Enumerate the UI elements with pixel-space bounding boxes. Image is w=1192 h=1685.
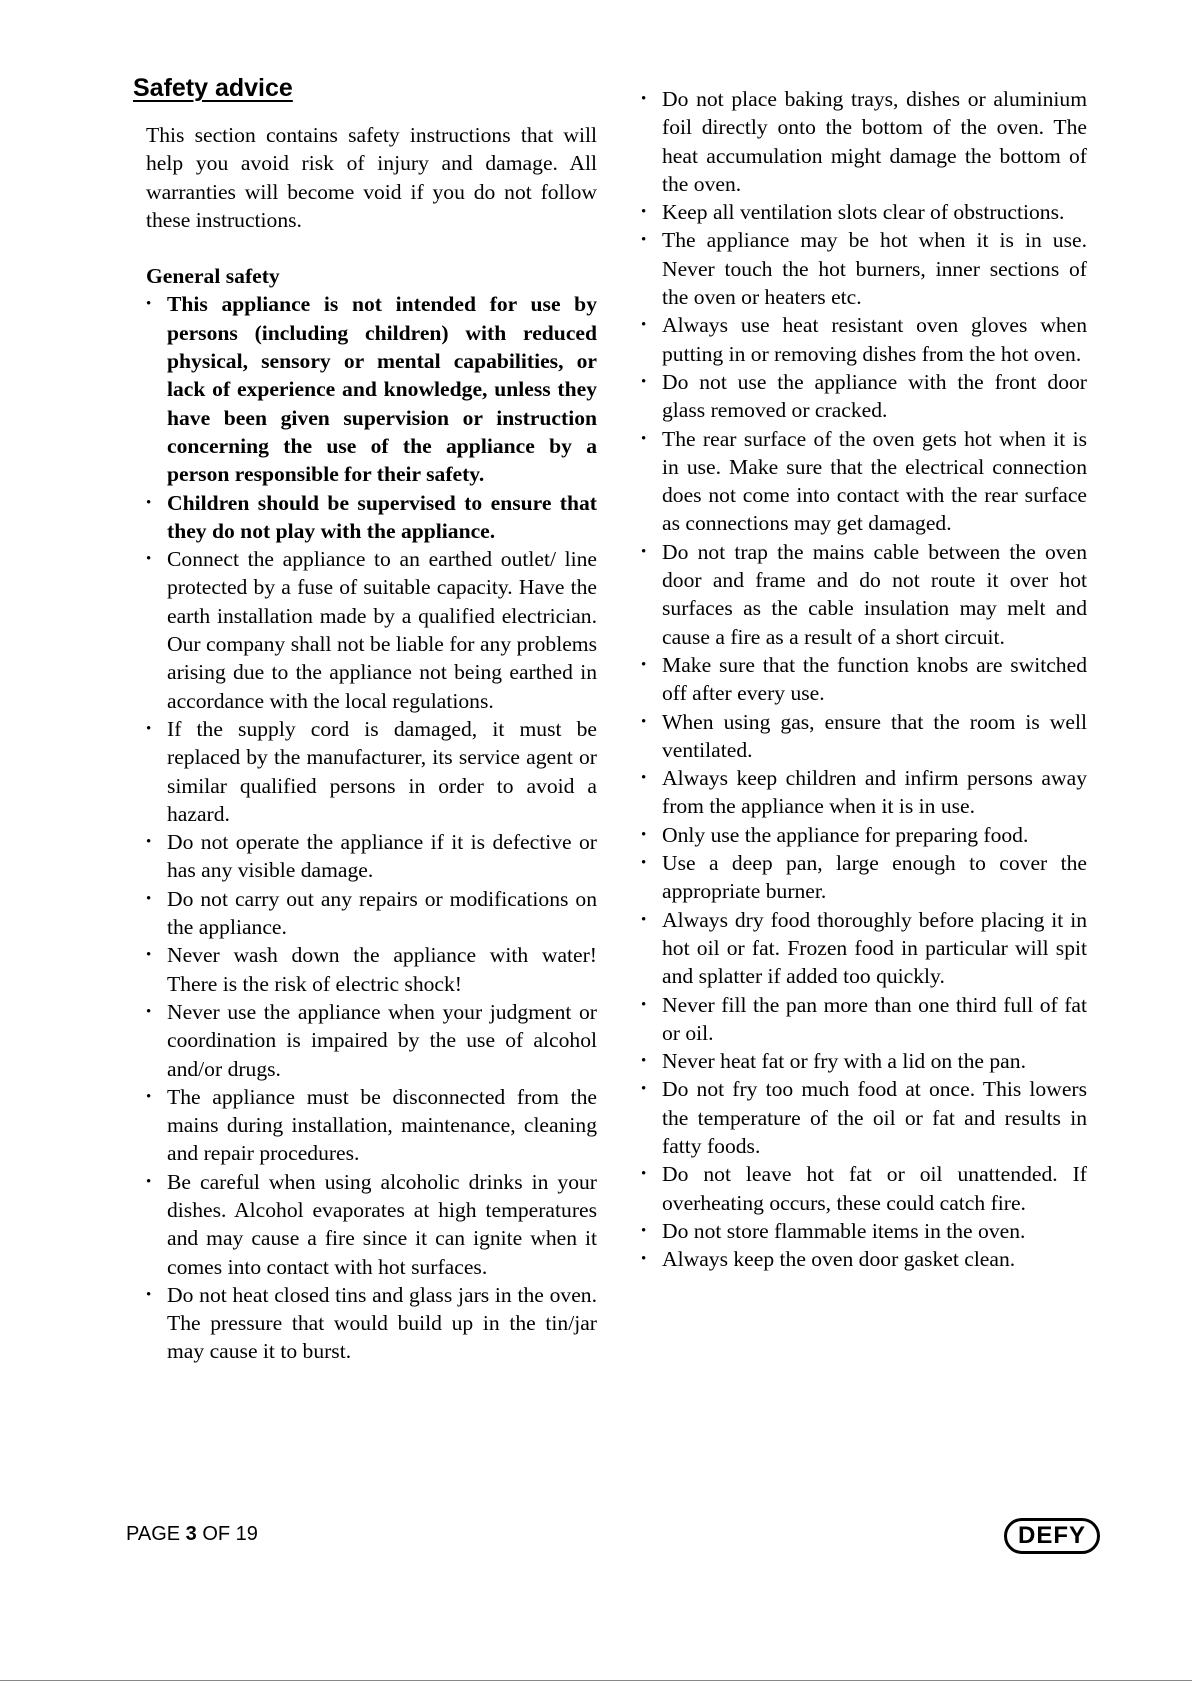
bullet-icon: •	[641, 713, 647, 730]
bullet-text: When using gas, ensure that the room is well ventilated.	[662, 709, 1087, 762]
bullet-item	[641, 1047, 1087, 1075]
bullet-icon: •	[641, 1166, 647, 1183]
bullet-text: Always keep the oven door gasket clean.	[662, 1247, 1016, 1272]
bullet-text: Never fill the pan more than one third full of fat or oil.	[662, 992, 1087, 1045]
bullet-icon: •	[641, 430, 647, 447]
bullet-text: Be careful when using alcoholic drinks in your dishes. Alcohol evaporates at high temperatures and may cause a fire since it can ignite when it comes into contact with hot surfaces.	[167, 1169, 597, 1279]
page-heading: Safety advice	[133, 74, 293, 102]
bullet-icon: •	[641, 1222, 647, 1239]
bullet-text: Use a deep pan, large enough to cover the appropriate burner.	[662, 851, 1087, 904]
bullet-item	[146, 489, 597, 546]
bullet-text: Never heat fat or fry with a lid on the pan.	[662, 1049, 1026, 1074]
bottom-rule	[0, 1680, 1192, 1681]
bullet-icon: •	[146, 890, 152, 907]
bullet-text: Always use heat resistant oven gloves when putting in or removing dishes from the hot oven.	[662, 313, 1087, 366]
bullet-icon: •	[641, 543, 647, 560]
page-number: 3	[185, 1523, 197, 1545]
bullet-item	[641, 708, 1087, 765]
bullet-icon: •	[641, 317, 647, 334]
bullet-item	[641, 1160, 1087, 1217]
bullet-icon: •	[146, 947, 152, 964]
bullet-icon: •	[641, 996, 647, 1013]
bullet-text: Keep all ventilation slots clear of obstructions.	[662, 200, 1065, 225]
defy-logo	[1004, 1518, 1100, 1554]
page-prefix: PAGE	[126, 1523, 181, 1545]
bullet-item	[146, 715, 597, 828]
bullet-item	[641, 764, 1087, 821]
bullet-item	[641, 906, 1087, 991]
right-column	[641, 85, 1087, 1273]
bullet-icon: •	[641, 1251, 647, 1268]
bullet-text: Do not store flammable items in the oven.	[662, 1218, 1026, 1243]
bullet-item	[146, 828, 597, 885]
bullet-icon: •	[641, 855, 647, 872]
bullet-icon: •	[146, 1088, 152, 1105]
bullet-item	[641, 311, 1087, 368]
bullet-icon: •	[641, 1081, 647, 1098]
bullet-item	[641, 1217, 1087, 1245]
bullet-icon: •	[146, 834, 152, 851]
bullet-text: Always dry food thoroughly before placing it in hot oil or fat. Frozen food in particular will spit and splatter if added too quickly.	[662, 907, 1087, 989]
left-column	[146, 121, 597, 1366]
bullet-text: Do not heat closed tins and glass jars in the oven. The pressure that would build up in the tin/jar may cause it to burst.	[167, 1282, 597, 1364]
bullet-item	[641, 849, 1087, 906]
bullet-icon: •	[146, 296, 152, 313]
bullet-text: Do not leave hot fat or oil unattended. If overheating occurs, these could catch fire.	[662, 1162, 1087, 1215]
bullet-item	[641, 226, 1087, 311]
bullet-item	[146, 885, 597, 942]
bullet-item	[641, 538, 1087, 651]
bullet-item	[641, 991, 1087, 1048]
bullet-item	[641, 198, 1087, 226]
bullet-icon: •	[146, 551, 152, 568]
bullet-item	[641, 425, 1087, 538]
bullet-icon: •	[641, 1053, 647, 1070]
bullet-item	[641, 651, 1087, 708]
bullet-icon: •	[146, 1286, 152, 1303]
bullet-text: Make sure that the function knobs are switched off after every use.	[662, 652, 1087, 706]
bullet-item	[146, 1281, 597, 1366]
bullet-text: Do not use the appliance with the front door glass removed or cracked.	[662, 369, 1087, 423]
bullet-item	[641, 1245, 1087, 1273]
bullet-text: The appliance may be hot when it is in use. Never touch the hot burners, inner sections of the oven or heaters etc.	[662, 228, 1087, 310]
bullet-icon: •	[641, 656, 647, 673]
bullet-item	[641, 85, 1087, 198]
bullet-text: This appliance is not intended for use by persons (including children) with reduced physical, sensory or mental capabilities, or lack of experience and knowledge, unless they have been given supervision or instruction concerning the use of the appliance by a person responsible for their safety.	[167, 292, 597, 487]
bullet-item	[146, 545, 597, 715]
bullet-text: If the supply cord is damaged, it must be replaced by the manufacturer, its service agent or similar qualified persons in order to avoid a hazard.	[167, 716, 597, 826]
bullet-icon: •	[641, 232, 647, 249]
intro-paragraph: This section contains safety instructions that will help you avoid risk of injury and damage. All warranties will become void if you do not follow these instructions.	[146, 123, 597, 232]
bullet-item	[146, 941, 597, 998]
bullet-icon: •	[641, 373, 647, 390]
bullet-icon: •	[641, 911, 647, 928]
bullet-icon: •	[146, 1003, 152, 1020]
bullet-item	[146, 998, 597, 1083]
bullet-item	[641, 821, 1087, 849]
bullet-text: Never use the appliance when your judgment or coordination is impaired by the use of alcohol and/or drugs.	[167, 999, 597, 1081]
bullet-icon: •	[641, 204, 647, 221]
bullet-icon: •	[641, 826, 647, 843]
bullet-text: The appliance must be disconnected from the mains during installation, maintenance, cleaning and repair procedures.	[167, 1084, 597, 1166]
bullet-text: Children should be supervised to ensure that they do not play with the appliance.	[167, 490, 597, 543]
bullet-icon: •	[146, 494, 152, 511]
bullet-icon: •	[146, 1173, 152, 1190]
page-suffix: OF 19	[202, 1523, 258, 1545]
bullet-icon: •	[641, 770, 647, 787]
bullet-item	[641, 1075, 1087, 1160]
bullet-text: Connect the appliance to an earthed outlet/ line protected by a fuse of suitable capacity. Have the earth installation made by a qualified electrician. Our company shall not be liable for any problems arising due to the appliance not being earthed in accordance with the local regulations.	[167, 547, 597, 713]
general-safety-heading: General safety	[146, 264, 280, 289]
bullet-icon: •	[146, 720, 152, 737]
bullet-item	[146, 1083, 597, 1168]
left-bullet-list	[146, 290, 597, 1365]
logo-text: DEFY	[1017, 1522, 1086, 1549]
bullet-text: Do not place baking trays, dishes or aluminium foil directly onto the bottom of the oven. The heat accumulation might damage the bottom of the oven.	[662, 87, 1087, 196]
bullet-icon: •	[641, 91, 647, 107]
bullet-text: Always keep children and infirm persons away from the appliance when it is in use.	[662, 766, 1087, 819]
bullet-text: The rear surface of the oven gets hot when it is in use. Make sure that the electrical connection does not come into contact with the rear surface as connections may get damaged.	[662, 426, 1087, 536]
bullet-text: Do not trap the mains cable between the oven door and frame and do not route it over hot surfaces as the cable insulation may melt and cause a fire as a result of a short circuit.	[662, 539, 1087, 649]
bullet-text: Do not operate the appliance if it is defective or has any visible damage.	[167, 830, 597, 883]
right-bullet-list	[641, 85, 1087, 1273]
bullet-text: Do not fry too much food at once. This lowers the temperature of the oil or fat and results in fatty foods.	[662, 1077, 1087, 1158]
bullet-item	[146, 1168, 597, 1281]
bullet-text: Never wash down the appliance with water! There is the risk of electric shock!	[167, 943, 597, 996]
bullet-text: Do not carry out any repairs or modifications on the appliance.	[167, 886, 597, 940]
page-number-footer	[126, 1523, 258, 1546]
bullet-text: Only use the appliance for preparing food.	[662, 822, 1029, 847]
bullet-item	[146, 290, 597, 488]
bullet-item	[641, 368, 1087, 425]
